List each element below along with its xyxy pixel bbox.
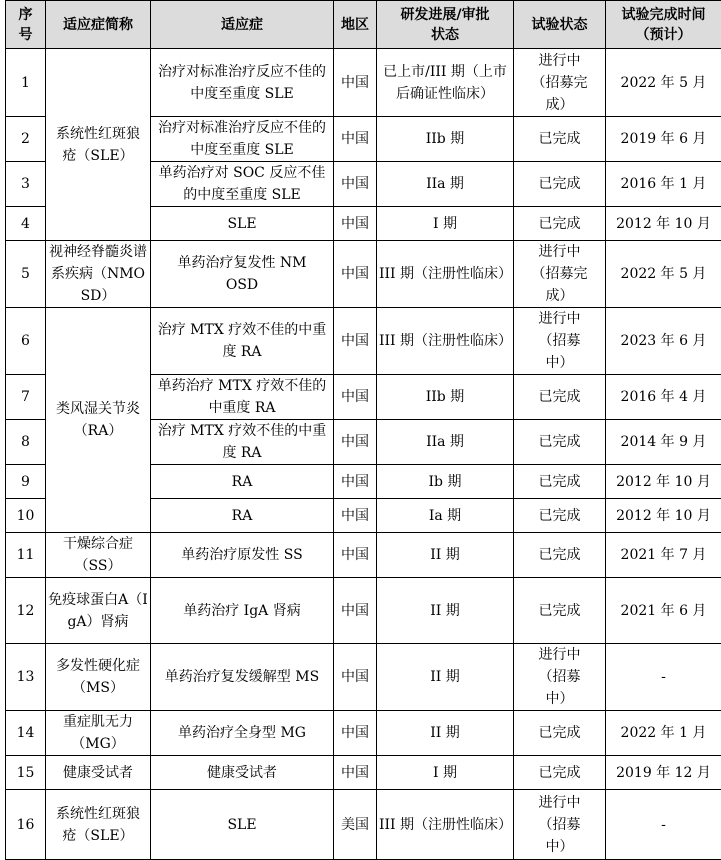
cell-completion: - — [606, 790, 721, 860]
cell-seq: 7 — [6, 375, 46, 420]
cell-abbr-healthy: 健康受试者 — [46, 756, 151, 790]
cell-progress: IIa 期 — [377, 420, 514, 465]
cell-completion: 2012 年 10 月 — [606, 499, 721, 533]
cell-progress: Ia 期 — [377, 499, 514, 533]
header-seq: 序号 — [6, 1, 46, 49]
cell-seq: 11 — [6, 533, 46, 578]
cell-completion: - — [606, 644, 721, 711]
cell-indication: 单药治疗 IgA 肾病 — [151, 578, 334, 644]
cell-indication: SLE — [151, 207, 334, 241]
cell-region: 中国 — [334, 578, 377, 644]
cell-status: 已完成 — [514, 533, 606, 578]
cell-completion: 2014 年 9 月 — [606, 420, 721, 465]
cell-seq: 10 — [6, 499, 46, 533]
header-progress: 研发进展/审批状态 — [377, 1, 514, 49]
header-region: 地区 — [334, 1, 377, 49]
cell-indication: RA — [151, 465, 334, 499]
cell-status: 已完成 — [514, 578, 606, 644]
table-row — [6, 308, 721, 375]
cell-indication: 单药治疗全身型 MG — [151, 711, 334, 756]
table-row — [6, 49, 721, 117]
cell-region: 中国 — [334, 375, 377, 420]
header-status: 试验状态 — [514, 1, 606, 49]
header-indication: 适应症 — [151, 1, 334, 49]
cell-completion: 2016 年 4 月 — [606, 375, 721, 420]
cell-region: 中国 — [334, 499, 377, 533]
cell-seq: 15 — [6, 756, 46, 790]
cell-status: 已完成 — [514, 375, 606, 420]
cell-abbr-ra: 类风湿关节炎（RA） — [46, 308, 151, 533]
cell-region: 中国 — [334, 162, 377, 207]
cell-status: 已完成 — [514, 711, 606, 756]
cell-abbr-nmosd: 视神经脊髓炎谱系疾病（NMOSD） — [46, 241, 151, 308]
cell-seq: 16 — [6, 790, 46, 860]
cell-completion: 2022 年 5 月 — [606, 241, 721, 308]
table-row — [6, 756, 721, 790]
cell-seq: 14 — [6, 711, 46, 756]
table-row — [6, 533, 721, 578]
cell-status: 已完成 — [514, 756, 606, 790]
cell-indication: 单药治疗 MTX 疗效不佳的中重度 RA — [151, 375, 334, 420]
cell-indication: SLE — [151, 790, 334, 860]
cell-indication: 治疗 MTX 疗效不佳的中重度 RA — [151, 308, 334, 375]
table-row — [6, 241, 721, 308]
table-row — [6, 711, 721, 756]
cell-indication: 健康受试者 — [151, 756, 334, 790]
cell-region: 中国 — [334, 756, 377, 790]
cell-progress: II 期 — [377, 711, 514, 756]
cell-status: 已完成 — [514, 162, 606, 207]
cell-region: 美国 — [334, 790, 377, 860]
cell-indication: 治疗对标准治疗反应不佳的中度至重度 SLE — [151, 49, 334, 117]
cell-region: 中国 — [334, 207, 377, 241]
table-row — [6, 790, 721, 860]
cell-indication: 单药治疗复发缓解型 MS — [151, 644, 334, 711]
cell-completion: 2022 年 5 月 — [606, 49, 721, 117]
cell-status: 已完成 — [514, 499, 606, 533]
cell-completion: 2023 年 6 月 — [606, 308, 721, 375]
cell-region: 中国 — [334, 308, 377, 375]
cell-indication: 单药治疗对 SOC 反应不佳的中度至重度 SLE — [151, 162, 334, 207]
cell-seq: 3 — [6, 162, 46, 207]
cell-progress: III 期（注册性临床） — [377, 790, 514, 860]
cell-progress: III 期（注册性临床） — [377, 241, 514, 308]
cell-abbr-sle: 系统性红斑狼疮（SLE） — [46, 49, 151, 241]
cell-status: 进行中（招募完成） — [514, 241, 606, 308]
cell-progress: II 期 — [377, 644, 514, 711]
cell-abbr-ss: 干燥综合症（SS） — [46, 533, 151, 578]
table-header — [6, 1, 721, 49]
clinical-trials-table — [5, 0, 721, 860]
cell-region: 中国 — [334, 644, 377, 711]
cell-seq: 9 — [6, 465, 46, 499]
cell-indication: RA — [151, 499, 334, 533]
table-row — [6, 578, 721, 644]
cell-abbr-iga: 免疫球蛋白A（IgA）肾病 — [46, 578, 151, 644]
cell-seq: 4 — [6, 207, 46, 241]
cell-status: 进行中（招募中） — [514, 790, 606, 860]
cell-status: 已完成 — [514, 207, 606, 241]
cell-status: 已完成 — [514, 420, 606, 465]
cell-completion: 2019 年 12 月 — [606, 756, 721, 790]
cell-abbr-sle-us: 系统性红斑狼疮（SLE） — [46, 790, 151, 860]
cell-progress: I 期 — [377, 756, 514, 790]
cell-seq: 8 — [6, 420, 46, 465]
cell-status: 已完成 — [514, 117, 606, 162]
cell-progress: I 期 — [377, 207, 514, 241]
cell-region: 中国 — [334, 49, 377, 117]
cell-status: 进行中（招募完成） — [514, 49, 606, 117]
cell-completion: 2022 年 1 月 — [606, 711, 721, 756]
cell-region: 中国 — [334, 241, 377, 308]
cell-seq: 13 — [6, 644, 46, 711]
cell-completion: 2021 年 7 月 — [606, 533, 721, 578]
cell-progress: Ib 期 — [377, 465, 514, 499]
cell-progress: IIb 期 — [377, 117, 514, 162]
cell-progress: III 期（注册性临床） — [377, 308, 514, 375]
cell-seq: 6 — [6, 308, 46, 375]
cell-completion: 2021 年 6 月 — [606, 578, 721, 644]
cell-indication: 治疗对标准治疗反应不佳的中度至重度 SLE — [151, 117, 334, 162]
cell-progress: IIb 期 — [377, 375, 514, 420]
cell-region: 中国 — [334, 420, 377, 465]
cell-progress: 已上市/III 期（上市后确证性临床） — [377, 49, 514, 117]
cell-seq: 1 — [6, 49, 46, 117]
table-body — [6, 49, 721, 860]
cell-seq: 5 — [6, 241, 46, 308]
cell-status: 进行中（招募中） — [514, 308, 606, 375]
cell-abbr-mg: 重症肌无力（MG） — [46, 711, 151, 756]
cell-abbr-ms: 多发性硬化症（MS） — [46, 644, 151, 711]
table-row — [6, 644, 721, 711]
cell-region: 中国 — [334, 711, 377, 756]
cell-completion: 2012 年 10 月 — [606, 207, 721, 241]
cell-indication: 单药治疗复发性 NMOSD — [151, 241, 334, 308]
cell-progress: IIa 期 — [377, 162, 514, 207]
cell-progress: II 期 — [377, 578, 514, 644]
cell-indication: 治疗 MTX 疗效不佳的中重度 RA — [151, 420, 334, 465]
header-abbr: 适应症简称 — [46, 1, 151, 49]
cell-region: 中国 — [334, 465, 377, 499]
cell-region: 中国 — [334, 117, 377, 162]
cell-progress: II 期 — [377, 533, 514, 578]
cell-completion: 2019 年 6 月 — [606, 117, 721, 162]
cell-indication: 单药治疗原发性 SS — [151, 533, 334, 578]
cell-completion: 2012 年 10 月 — [606, 465, 721, 499]
cell-status: 已完成 — [514, 465, 606, 499]
cell-seq: 2 — [6, 117, 46, 162]
cell-region: 中国 — [334, 533, 377, 578]
cell-seq: 12 — [6, 578, 46, 644]
cell-status: 进行中（招募中） — [514, 644, 606, 711]
cell-completion: 2016 年 1 月 — [606, 162, 721, 207]
header-completion: 试验完成时间（预计） — [606, 1, 721, 49]
